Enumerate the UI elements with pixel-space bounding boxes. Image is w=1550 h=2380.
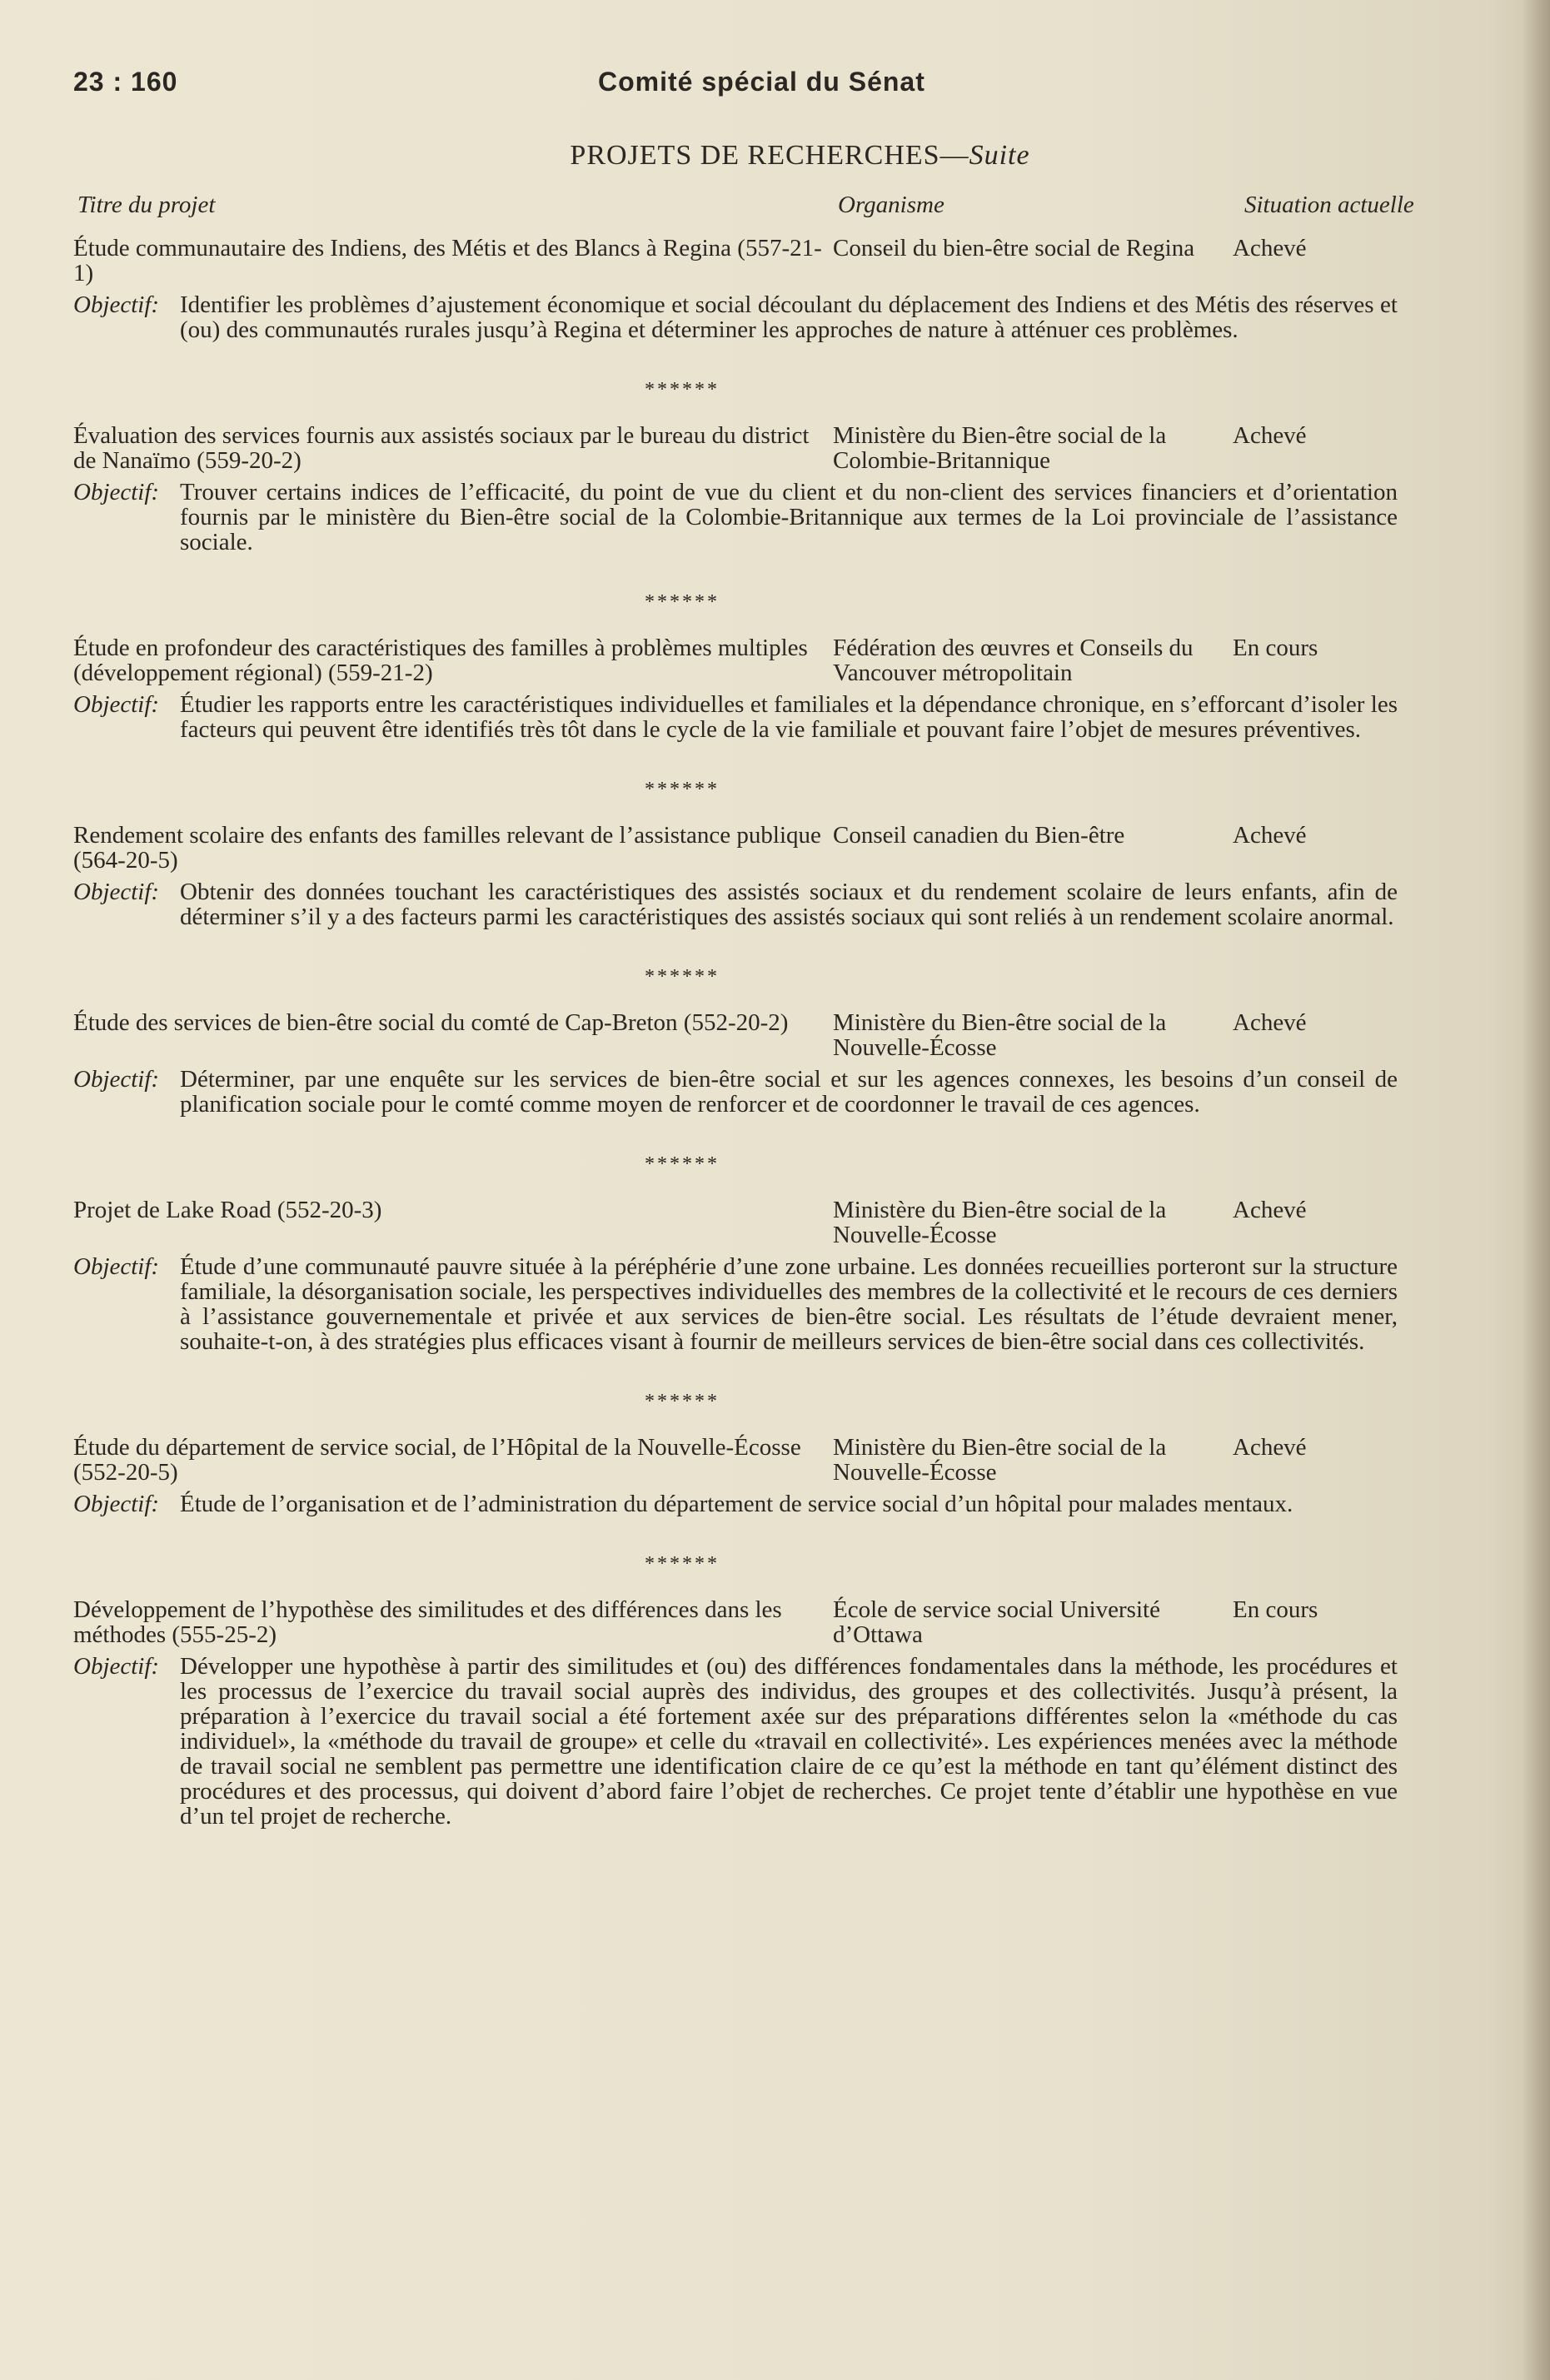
project-organization: Conseil du bien-être social de Regina: [833, 235, 1195, 261]
separator: ******: [645, 591, 720, 613]
objective-text: Étude de l’organisation et de l’administration du département de service social d’un hôpital pour malades mentaux.: [180, 1491, 1293, 1517]
section-title: [0, 140, 1550, 172]
separator: ******: [645, 1391, 720, 1412]
project-entry: [73, 1597, 1456, 1829]
objective-text: Étudier les rapports entre les caractéristiques individuelles et familiales et la dépendance chronique, en s’efforcant d’isoler les facteurs qui peuvent être identifiés très tôt dans le cycle de la vie familiale et pouvant faire l’objet de mesures préventives.: [180, 691, 1398, 743]
separator: ******: [645, 779, 720, 800]
project-title: Évaluation des services fournis aux assistés sociaux par le bureau du district de Nanaïmo (559-20-2): [73, 422, 810, 474]
page-edge-shadow: [1522, 0, 1550, 2380]
project-status: Achevé: [1233, 235, 1307, 261]
project-objective: [73, 1254, 1398, 1354]
column-header-title: Titre du projet: [77, 192, 216, 218]
project-status: En cours: [1233, 1596, 1318, 1623]
project-title: Étude communautaire des Indiens, des Métis et des Blancs à Regina (557-21-1): [73, 235, 822, 286]
objective-label: Objectif:: [73, 1491, 160, 1517]
objective-text: Développer une hypothèse à partir des similitudes et (ou) des différences fondamentales dans la méthode, les procédures et les processus de l’exercice du travail social auprès des individus, des groupes et des collectivités. Jusqu’à présent, la préparation à l’exercice du travail social a été fortement axée sur des préparations différentes selon la «méthode du cas individuel», la «méthode du travail de groupe» et celle du «travail en collectivité». Les expériences menées avec la méthode de travail social ne semblent pas permettre une identification claire de ce qu’est la méthode en tant qu’élément distinct des procédures et des processus, qui doivent d’abord faire l’objet de recherches. Ce projet tente d’établir une hypothèse en vue d’un tel projet de recherche.: [180, 1653, 1398, 1830]
project-title: Étude en profondeur des caractéristiques des familles à problèmes multiples (développement régional) (559-21-2): [73, 635, 808, 686]
project-status: En cours: [1233, 635, 1318, 661]
project-entry: [73, 423, 1456, 555]
project-title: Étude des services de bien-être social du comté de Cap-Breton (552-20-2): [73, 1009, 789, 1036]
project-organization: Ministère du Bien-être social de la Colombie-Britannique: [833, 422, 1167, 474]
separator: ******: [645, 379, 720, 401]
objective-label: Objectif:: [73, 291, 160, 318]
page-number: 23 : 160: [73, 67, 178, 97]
objective-text: Identifier les problèmes d’ajustement économique et social découlant du déplacement des Indiens et des Métis des réserves et (ou) des communautés rurales jusqu’à Regina et déterminer les approches de nature à atténuer ces problèmes.: [180, 291, 1398, 343]
objective-text: Étude d’une communauté pauvre située à la péréphérie d’une zone urbaine. Les données recueillies porteront sur la structure familiale, la désorganisation sociale, les perspectives individuelles des membres de la collectivité et le recours de ces derniers à l’assistance gouvernementale et privée et aux services de bien-être social. Les résultats de l’étude devraient mener, souhaite-t-on, à des stratégies plus efficaces visant à fournir de meilleurs services de bien-être social dans ces collectivités.: [180, 1253, 1398, 1355]
project-status: Achevé: [1233, 1434, 1307, 1461]
project-objective: [73, 1491, 1398, 1516]
objective-label: Objectif:: [73, 1653, 160, 1680]
project-organization: Conseil canadien du Bien-être: [833, 822, 1125, 849]
project-status: Achevé: [1233, 822, 1307, 849]
project-status: Achevé: [1233, 1009, 1307, 1036]
objective-label: Objectif:: [73, 1253, 160, 1280]
project-organization: Ministère du Bien-être social de la Nouvelle-Écosse: [833, 1197, 1167, 1248]
project-title: Rendement scolaire des enfants des familles relevant de l’assistance publique (564-20-5): [73, 822, 821, 874]
objective-label: Objectif:: [73, 1066, 160, 1093]
objective-text: Trouver certains indices de l’efficacité, du point de vue du client et du non-client des services financiers et d’orientation fournis par le ministère du Bien-être social de la Colombie-Britannique aux termes de la Loi provinciale de l’assistance sociale.: [180, 479, 1398, 555]
project-objective: [73, 1654, 1398, 1829]
project-objective: [73, 292, 1398, 342]
project-status: Achevé: [1233, 1197, 1307, 1223]
column-header-organization: Organisme: [838, 192, 944, 218]
section-title-text: PROJETS DE RECHERCHES—: [570, 140, 969, 171]
objective-label: Objectif:: [73, 479, 160, 505]
objective-label: Objectif:: [73, 691, 160, 718]
project-organization: Ministère du Bien-être social de la Nouvelle-Écosse: [833, 1434, 1167, 1486]
separator: ******: [645, 1153, 720, 1175]
section-title-suite: Suite: [969, 140, 1030, 171]
objective-text: Obtenir des données touchant les caractéristiques des assistés sociaux et du rendement scolaire de leurs enfants, afin de déterminer s’il y a des facteurs parmi les caractéristiques des assistés sociaux qui sont reliés à un rendement scolaire anormal.: [180, 879, 1398, 930]
project-list: [73, 236, 1456, 1829]
objective-label: Objectif:: [73, 879, 160, 905]
running-title: Comité spécial du Sénat: [598, 67, 925, 97]
project-objective: [73, 692, 1398, 742]
project-entry: [73, 1010, 1456, 1117]
project-organization: Ministère du Bien-être social de la Nouvelle-Écosse: [833, 1009, 1167, 1061]
project-entry: [73, 1435, 1456, 1516]
project-title: Projet de Lake Road (552-20-3): [73, 1197, 382, 1223]
project-entry: [73, 635, 1456, 742]
project-organization: Fédération des œuvres et Conseils du Vancouver métropolitain: [833, 635, 1194, 686]
project-status: Achevé: [1233, 422, 1307, 449]
column-header-status: Situation actuelle: [1244, 192, 1414, 218]
project-objective: [73, 879, 1398, 929]
column-headers: [0, 192, 1550, 225]
project-entry: [73, 236, 1456, 342]
project-title: Étude du département de service social, de l’Hôpital de la Nouvelle-Écosse (552-20-5): [73, 1434, 801, 1486]
separator: ******: [645, 966, 720, 988]
project-entry: [73, 823, 1456, 929]
project-objective: [73, 1067, 1398, 1117]
project-objective: [73, 480, 1398, 555]
separator: ******: [645, 1553, 720, 1575]
project-organization: École de service social Université d’Ottawa: [833, 1596, 1160, 1648]
project-entry: [73, 1197, 1456, 1354]
project-title: Développement de l’hypothèse des similitudes et des différences dans les méthodes (555-25-2): [73, 1596, 782, 1648]
page-header: [0, 67, 1550, 117]
objective-text: Déterminer, par une enquête sur les services de bien-être social et sur les agences connexes, les besoins d’un conseil de planification sociale pour le comté comme moyen de renforcer et de coordonner le travail de ces agences.: [180, 1066, 1398, 1118]
